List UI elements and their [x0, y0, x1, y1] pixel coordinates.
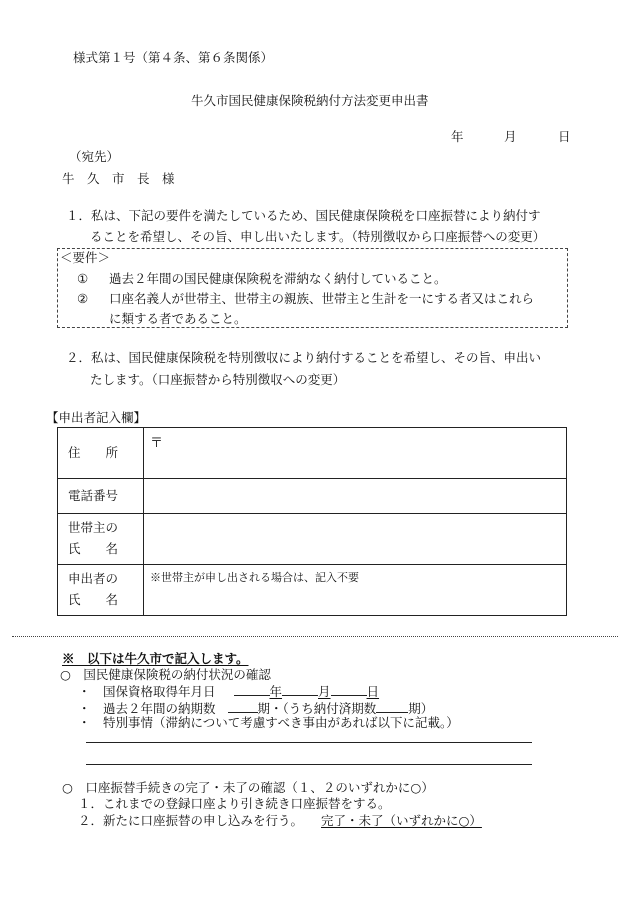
requirement-2-mark: ②	[77, 291, 89, 306]
requirement-1-mark: ①	[77, 271, 89, 286]
special-circumstances-line-1[interactable]	[86, 742, 532, 743]
transfer-option-2-row	[78, 815, 482, 828]
applicant-name-row	[58, 565, 567, 616]
applicant-name-label	[58, 565, 144, 616]
date-year-label: 年	[451, 129, 464, 144]
applicant-note: ※世帯主が申し出される場合は、記入不要	[150, 571, 359, 584]
item2-line2: たします。（口座振替から特別徴収への変更）	[90, 372, 346, 387]
phone-label: 電話番号	[58, 479, 144, 514]
insurance-year-label: 年	[269, 684, 283, 699]
item1-line1: １．私は、下記の要件を満たしているため、国民健康保険税を口座振替により納付す	[66, 208, 541, 223]
addressee-label: （宛先）	[69, 149, 120, 164]
office-use-heading: ※ 以下は牛久市で記入します。	[62, 651, 249, 666]
payment-periods-blank[interactable]	[228, 702, 258, 713]
transfer-status-choice[interactable]: 完了・未了（いずれかに○）	[321, 813, 482, 828]
insurance-day-blank[interactable]	[331, 685, 367, 696]
address-label: 住 所	[58, 428, 144, 479]
special-circumstances-label: ・ 特別事情（滞納について考慮すべき事由があれば以下に記載。）	[78, 715, 459, 730]
dotted-separator	[12, 636, 618, 637]
payment-periods-unit: 期・（うち納付済期数	[257, 701, 377, 716]
insurance-month-label: 月	[318, 684, 331, 699]
special-circumstances-line-2[interactable]	[86, 764, 532, 765]
phone-row	[58, 479, 567, 514]
head-name-row	[58, 514, 567, 565]
insurance-month-blank[interactable]	[282, 685, 318, 696]
paid-periods-blank[interactable]	[376, 702, 408, 713]
payment-periods-row	[78, 702, 433, 716]
requirement-2-line2: に類する者であること。	[109, 311, 247, 326]
insurance-date-label: ・ 国保資格取得年月日	[78, 684, 216, 699]
paid-periods-unit: 期）	[408, 701, 434, 716]
transfer-option-2[interactable]: ２．新たに口座振替の申し込みを行う。	[78, 813, 304, 828]
applicant-name-field[interactable]	[144, 565, 567, 616]
insurance-day-label: 日	[366, 684, 380, 699]
address-field[interactable]	[144, 428, 567, 479]
payment-status-title: ○ 国民健康保険税の納付状況の確認	[60, 667, 271, 682]
form-number: 様式第１号（第４条、第６条関係）	[73, 50, 274, 65]
insurance-date-row	[78, 685, 379, 699]
applicant-name-label-line2: 氏 名	[68, 592, 119, 607]
document-title: 牛久市国民健康保険税納付方法変更申出書	[191, 93, 429, 108]
date-month-label: 月	[504, 129, 517, 144]
address-row	[58, 428, 567, 479]
applicant-section-label: 【申出者記入欄】	[46, 410, 147, 425]
head-name-label-line1: 世帯主の	[68, 520, 119, 536]
head-name-label-line2: 氏 名	[68, 541, 119, 556]
date-day-label: 日	[558, 129, 571, 144]
transfer-option-1[interactable]: １．これまでの登録口座より引き続き口座振替をする。	[78, 796, 391, 811]
item2-line1: ２．私は、国民健康保険税を特別徴収により納付することを希望し、その旨、申出い	[66, 350, 542, 365]
postal-mark: 〒	[150, 436, 164, 451]
item1-line2: ることを希望し、その旨、申し出いたします。（特別徴収から口座振替への変更）	[90, 229, 546, 244]
payment-periods-label: ・ 過去２年間の納期数	[78, 701, 216, 716]
phone-field[interactable]	[144, 479, 567, 514]
addressee: 牛 久 市 長 様	[62, 171, 175, 186]
head-name-label	[58, 514, 144, 565]
applicant-form-table	[57, 427, 567, 616]
insurance-year-blank[interactable]	[234, 685, 270, 696]
head-name-field[interactable]	[144, 514, 567, 565]
transfer-status-title: ○ 口座振替手続きの完了・未了の確認（１、２のいずれかに○）	[62, 780, 434, 795]
applicant-name-label-line1: 申出者の	[68, 571, 119, 587]
requirements-heading: ＜要件＞	[60, 250, 111, 265]
requirement-2-line1: 口座名義人が世帯主、世帯主の親族、世帯主と生計を一にする者又はこれら	[109, 291, 535, 306]
requirement-1: 過去２年間の国民健康保険税を滞納なく納付していること。	[109, 271, 447, 286]
